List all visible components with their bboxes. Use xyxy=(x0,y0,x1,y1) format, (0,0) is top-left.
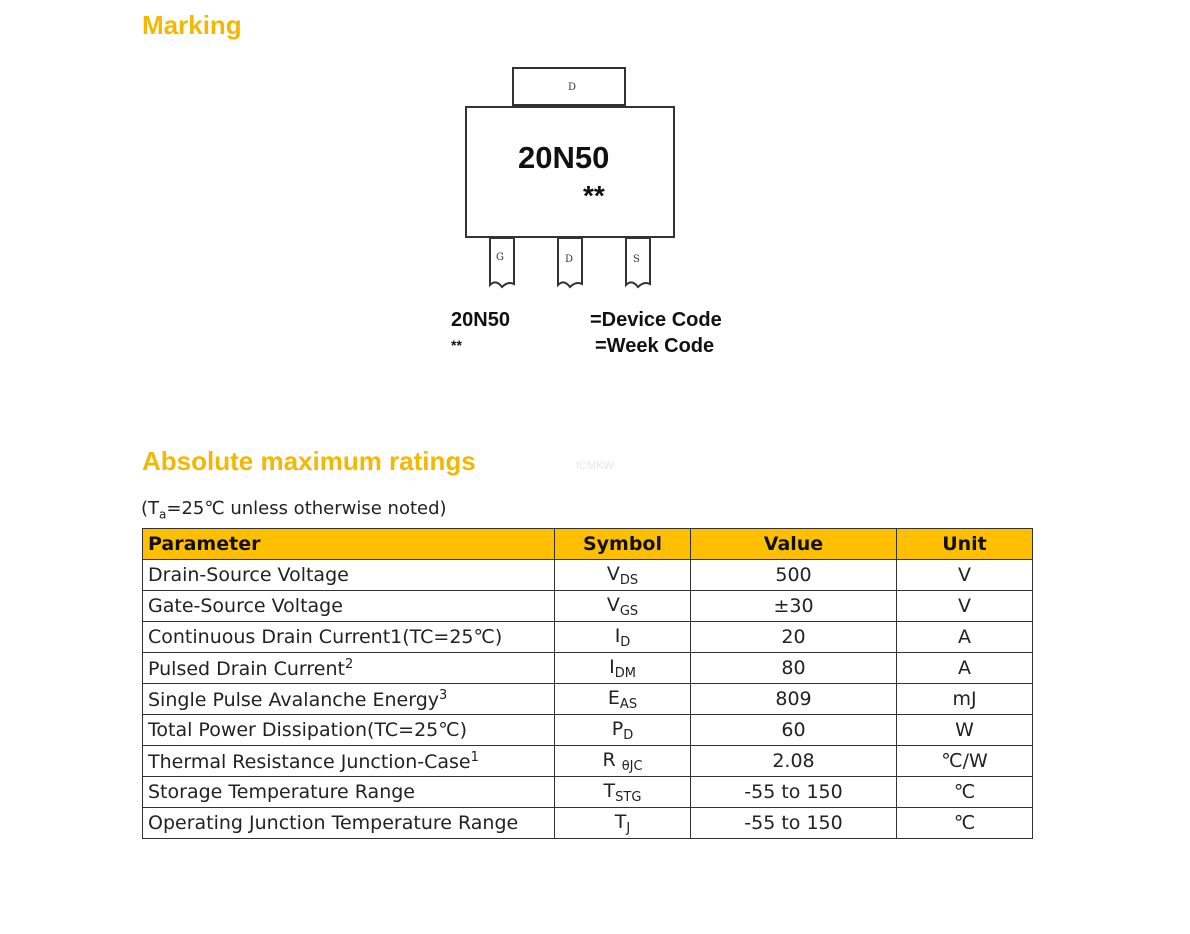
table-row xyxy=(143,684,1033,715)
package-week-mark: ** xyxy=(583,180,605,211)
cell-unit: mJ xyxy=(897,684,1033,715)
cell-unit: A xyxy=(897,653,1033,684)
cell-parameter: Thermal Resistance Junction-Case$^1$ xyxy=(143,746,555,777)
cell-symbol: $T_{STG}$ xyxy=(555,777,691,808)
cell-unit: V xyxy=(897,560,1033,591)
package-part-number: 20N50 xyxy=(518,140,610,175)
cell-parameter: Storage Temperature Range xyxy=(143,777,555,808)
package-pins xyxy=(430,60,770,380)
cell-unit: ℃/W xyxy=(897,746,1033,777)
legend-device-code: 20N50 xyxy=(451,309,510,331)
cell-symbol: R $_{\theta JC}$ xyxy=(555,746,691,777)
ratings-condition: ($T_a=25℃$ unless otherwise noted) xyxy=(141,498,447,522)
col-header-unit: Unit xyxy=(897,529,1033,560)
cell-parameter: Continuous Drain Current1(TC=25℃) xyxy=(143,622,555,653)
cell-symbol: $V_{GS}$ xyxy=(555,591,691,622)
cell-value: 60 xyxy=(691,715,897,746)
cell-value: -55 to 150 xyxy=(691,777,897,808)
cell-symbol: $I_D$ xyxy=(555,622,691,653)
table-row xyxy=(143,808,1033,839)
ratings-heading: Absolute maximum ratings xyxy=(142,446,476,476)
pin-label-s: S xyxy=(633,254,640,265)
tab-label: D xyxy=(568,82,577,93)
cell-symbol: $P_D$ xyxy=(555,715,691,746)
pin-label-d: D xyxy=(565,254,574,265)
table-header-row xyxy=(143,529,1033,560)
legend-week-code: ** xyxy=(451,337,462,353)
cell-unit: ℃ xyxy=(897,808,1033,839)
cell-unit: A xyxy=(897,622,1033,653)
cell-unit: W xyxy=(897,715,1033,746)
cell-symbol: $E_{AS}$ xyxy=(555,684,691,715)
cell-value: 20 xyxy=(691,622,897,653)
table-row xyxy=(143,715,1033,746)
cell-symbol: $I_{DM}$ xyxy=(555,653,691,684)
cell-parameter: Gate-Source Voltage xyxy=(143,591,555,622)
table-row xyxy=(143,560,1033,591)
cell-value: 2.08 xyxy=(691,746,897,777)
cell-symbol: $V_{DS}$ xyxy=(555,560,691,591)
table-row xyxy=(143,591,1033,622)
col-header-parameter: Parameter xyxy=(143,529,555,560)
cell-unit: ℃ xyxy=(897,777,1033,808)
table-row xyxy=(143,777,1033,808)
table-row xyxy=(143,653,1033,684)
cell-parameter: Drain-Source Voltage xyxy=(143,560,555,591)
table-row xyxy=(143,746,1033,777)
cell-value: ±30 xyxy=(691,591,897,622)
table-row xyxy=(143,622,1033,653)
watermark: ICMKW xyxy=(576,460,614,472)
legend-week-meaning: =Week Code xyxy=(595,335,715,357)
cell-value: -55 to 150 xyxy=(691,808,897,839)
legend-device-meaning: =Device Code xyxy=(590,309,722,331)
col-header-symbol: Symbol xyxy=(555,529,691,560)
cell-parameter: Single Pulse Avalanche Energy$^3$ xyxy=(143,684,555,715)
cell-unit: V xyxy=(897,591,1033,622)
marking-heading: Marking xyxy=(142,10,242,40)
ratings-table xyxy=(142,528,1033,839)
cell-parameter: Operating Junction Temperature Range xyxy=(143,808,555,839)
cell-value: 500 xyxy=(691,560,897,591)
cell-symbol: $T_J$ xyxy=(555,808,691,839)
pin-label-g: G xyxy=(496,252,504,263)
package-marking-diagram xyxy=(430,60,770,380)
cell-value: 809 xyxy=(691,684,897,715)
cell-parameter: Pulsed Drain Current$^2$ xyxy=(143,653,555,684)
cell-value: 80 xyxy=(691,653,897,684)
cell-parameter: Total Power Dissipation(TC=25℃) xyxy=(143,715,555,746)
col-header-value: Value xyxy=(691,529,897,560)
